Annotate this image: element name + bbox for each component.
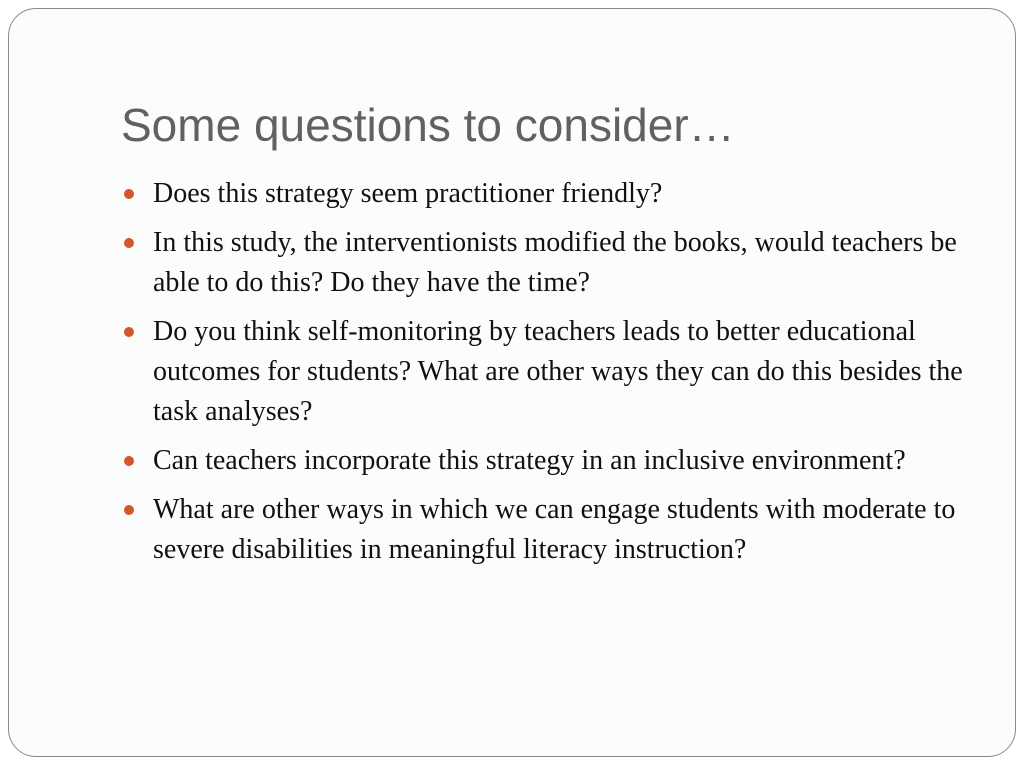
bullet-dot-icon (124, 456, 134, 466)
slide-title: Some questions to consider… (121, 99, 735, 151)
bullet-text: What are other ways in which we can engage students with moderate to severe disabilities in meaningful literacy instruction? (153, 494, 956, 565)
bullet-text: Can teachers incorporate this strategy in an inclusive environment? (153, 445, 906, 476)
bullet-item (123, 223, 973, 303)
bullet-text: Do you think self-monitoring by teachers leads to better educational outcomes for students? What are other ways they can do this besides the task analyses? (153, 316, 963, 427)
bullet-list (123, 174, 973, 579)
bullet-dot-icon (124, 238, 134, 248)
bullet-item (123, 490, 973, 570)
slide (8, 8, 1016, 757)
bullet-item (123, 441, 973, 481)
bullet-dot-icon (124, 327, 134, 337)
bullet-text: Does this strategy seem practitioner friendly? (153, 178, 663, 209)
bullet-dot-icon (124, 505, 134, 515)
bullet-dot-icon (124, 189, 134, 199)
bullet-item (123, 312, 973, 432)
bullet-item (123, 174, 973, 214)
bullet-text: In this study, the interventionists modified the books, would teachers be able to do this? Do they have the time? (153, 227, 957, 298)
